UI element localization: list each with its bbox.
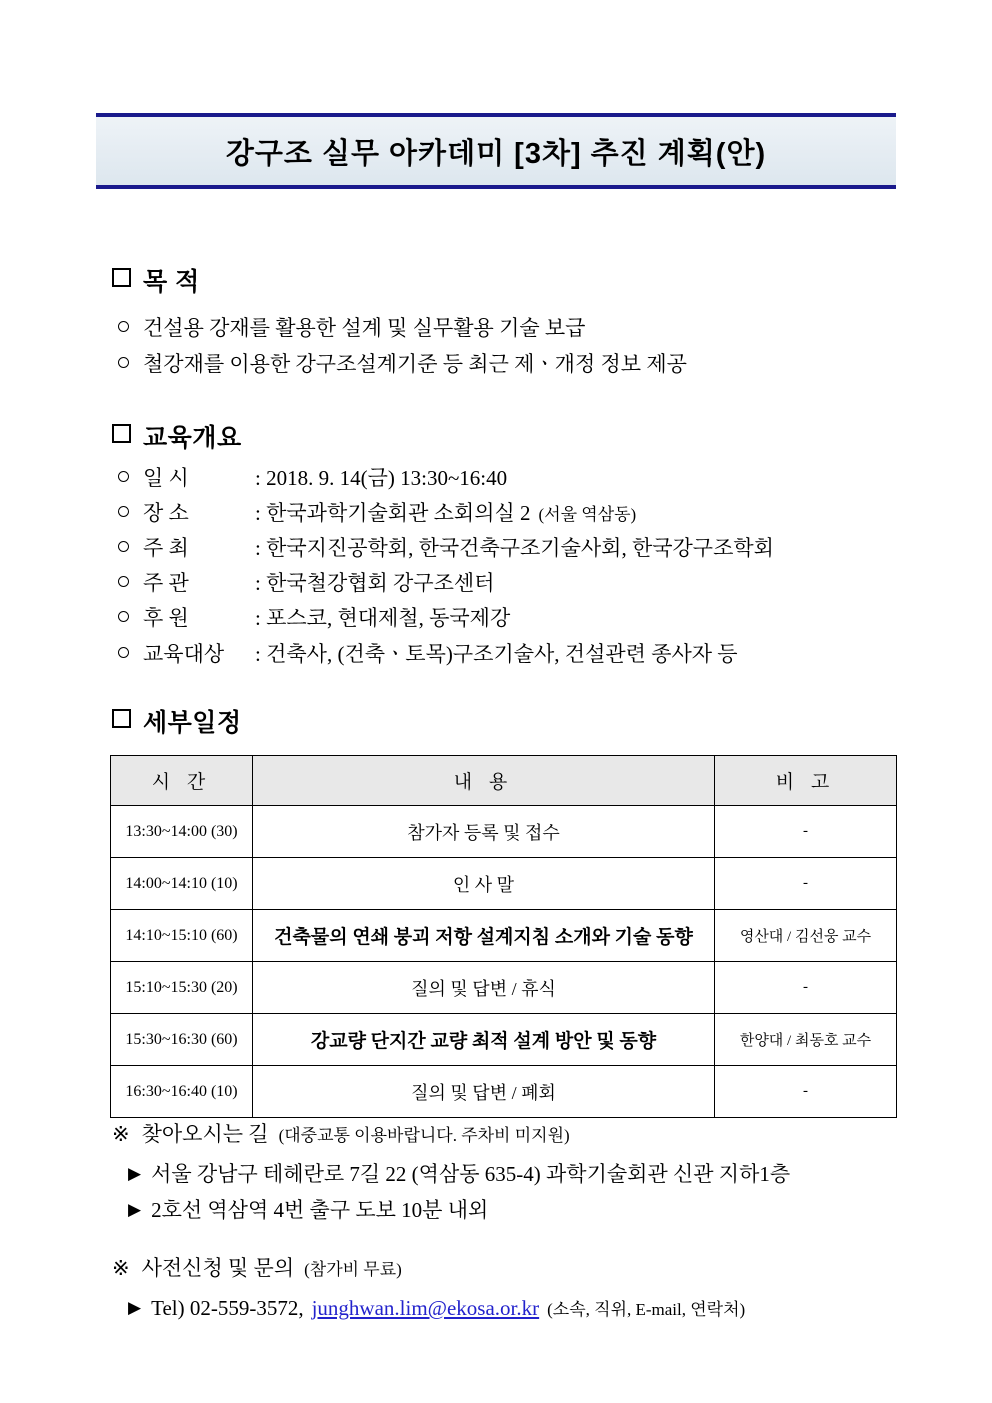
list-item: 주 최 : 한국지진공학회, 한국건축구조기술사회, 한국강구조학회	[118, 532, 774, 562]
list-item: 주 관 : 한국철강협회 강구조센터	[118, 567, 495, 597]
cell-remark: -	[715, 962, 897, 1014]
table-row	[111, 806, 897, 858]
purpose-item-text: 철강재를 이용한 강구조설계기준 등 최근 제ㆍ개정 정보 제공	[143, 352, 687, 376]
contact-heading-label: 사전신청 및 문의	[141, 1256, 295, 1280]
table-row	[111, 910, 897, 962]
column-header-content: 내 용	[253, 756, 715, 806]
cell-time: 16:30~16:40 (10)	[111, 1066, 253, 1118]
cell-remark: -	[715, 1066, 897, 1118]
overview-row-label: 장 소	[143, 501, 189, 525]
section-heading-schedule-label: 세부일정	[143, 709, 242, 737]
overview-row-label: 교육대상	[143, 642, 225, 666]
column-header-time: 시 간	[111, 756, 253, 806]
directions-heading-label: 찾아오시는 길	[141, 1122, 269, 1146]
list-item: 교육대상 : 건축사, (건축ㆍ토목)구조기술사, 건설관련 종사자 등	[118, 638, 738, 668]
reference-mark-icon: ※	[112, 1256, 130, 1280]
reference-mark-icon: ※	[112, 1122, 130, 1146]
cell-content: 질의 및 답변 / 폐회	[253, 1066, 715, 1118]
contact-suffix: (소속, 직위, E-mail, 연락처)	[547, 1300, 746, 1319]
circle-bullet-icon	[118, 321, 129, 332]
list-item: 후 원 : 포스코, 현대제철, 동국제강	[118, 602, 510, 632]
cell-content: 인 사 말	[253, 858, 715, 910]
cell-content: 질의 및 답변 / 휴식	[253, 962, 715, 1014]
cell-time: 13:30~14:00 (30)	[111, 806, 253, 858]
square-bullet-icon	[112, 268, 131, 287]
triangle-bullet-icon: ▶	[128, 1298, 142, 1317]
triangle-bullet-icon: ▶	[128, 1200, 142, 1219]
section-heading-schedule	[112, 703, 242, 739]
section-heading-overview-label: 교육개요	[143, 424, 242, 452]
cell-content: 참가자 등록 및 접수	[253, 806, 715, 858]
list-item: 장 소 : 한국과학기술회관 소회의실 2 (서울 역삼동)	[118, 497, 636, 527]
cell-content: 건축물의 연쇄 붕괴 저항 설계지침 소개와 기술 동향	[253, 910, 715, 962]
contact-tel: Tel) 02-559-3572,	[151, 1296, 304, 1320]
cell-time: 15:30~16:30 (60)	[111, 1014, 253, 1066]
table-row	[111, 962, 897, 1014]
list-item	[118, 348, 687, 378]
overview-row-value: 한국지진공학회, 한국건축구조기술사회, 한국강구조학회	[266, 536, 774, 560]
directions-heading	[112, 1118, 570, 1148]
list-item: 일 시 : 2018. 9. 14(금) 13:30~16:40	[118, 462, 507, 492]
page-title: 강구조 실무 아카데미 [3차] 추진 계획(안)	[225, 137, 767, 170]
cell-remark: 영산대 / 김선웅 교수	[715, 910, 897, 962]
cell-remark: 한양대 / 최동호 교수	[715, 1014, 897, 1066]
directions-item-text: 서울 강남구 테헤란로 7길 22 (역삼동 635-4) 과학기술회관 신관 지하1층	[151, 1162, 791, 1186]
square-bullet-icon	[112, 424, 131, 443]
circle-bullet-icon	[118, 471, 129, 482]
list-item	[128, 1158, 790, 1188]
circle-bullet-icon	[118, 576, 129, 587]
overview-row-value: 건축사, (건축ㆍ토목)구조기술사, 건설관련 종사자 등	[266, 642, 738, 666]
list-item	[128, 1194, 488, 1224]
list-item	[118, 312, 585, 342]
section-heading-purpose	[112, 262, 200, 298]
contact-heading-note: (참가비 무료)	[304, 1260, 402, 1279]
column-header-remark: 비 고	[715, 756, 897, 806]
contact-line	[128, 1295, 745, 1321]
cell-content: 강교량 단지간 교량 최적 설계 방안 및 동향	[253, 1014, 715, 1066]
cell-time: 14:10~15:10 (60)	[111, 910, 253, 962]
document-title-banner	[96, 113, 896, 189]
purpose-item-text: 건설용 강재를 활용한 설계 및 실무활용 기술 보급	[143, 316, 586, 340]
schedule-table	[110, 755, 897, 1118]
cell-remark: -	[715, 806, 897, 858]
circle-bullet-icon	[118, 647, 129, 658]
overview-row-value: 한국철강협회 강구조센터	[266, 571, 495, 595]
overview-row-value: 2018. 9. 14(금) 13:30~16:40	[266, 466, 508, 490]
section-heading-overview	[112, 418, 242, 454]
circle-bullet-icon	[118, 541, 129, 552]
circle-bullet-icon	[118, 506, 129, 517]
table-header-row	[111, 756, 897, 806]
triangle-bullet-icon: ▶	[128, 1164, 142, 1183]
overview-row-value: 포스코, 현대제철, 동국제강	[266, 606, 511, 630]
circle-bullet-icon	[118, 357, 129, 368]
square-bullet-icon	[112, 709, 131, 728]
contact-heading	[112, 1252, 402, 1282]
cell-time: 14:00~14:10 (10)	[111, 858, 253, 910]
directions-heading-note: (대중교통 이용바랍니다. 주차비 미지원)	[278, 1126, 570, 1145]
cell-remark: -	[715, 858, 897, 910]
circle-bullet-icon	[118, 611, 129, 622]
overview-row-label: 일 시	[143, 466, 189, 490]
overview-row-label: 주 최	[143, 536, 189, 560]
section-heading-purpose-label: 목 적	[143, 268, 200, 296]
cell-time: 15:10~15:30 (20)	[111, 962, 253, 1014]
overview-row-note: (서울 역삼동)	[538, 505, 637, 524]
table-row	[111, 1066, 897, 1118]
table-row	[111, 858, 897, 910]
overview-row-label: 후 원	[143, 606, 189, 630]
table-row	[111, 1014, 897, 1066]
directions-item-text: 2호선 역삼역 4번 출구 도보 10분 내외	[151, 1198, 489, 1222]
contact-email-link[interactable]: junghwan.lim@ekosa.or.kr	[311, 1296, 540, 1320]
overview-row-label: 주 관	[143, 571, 189, 595]
overview-row-value: 한국과학기술회관 소회의실 2	[266, 501, 531, 525]
